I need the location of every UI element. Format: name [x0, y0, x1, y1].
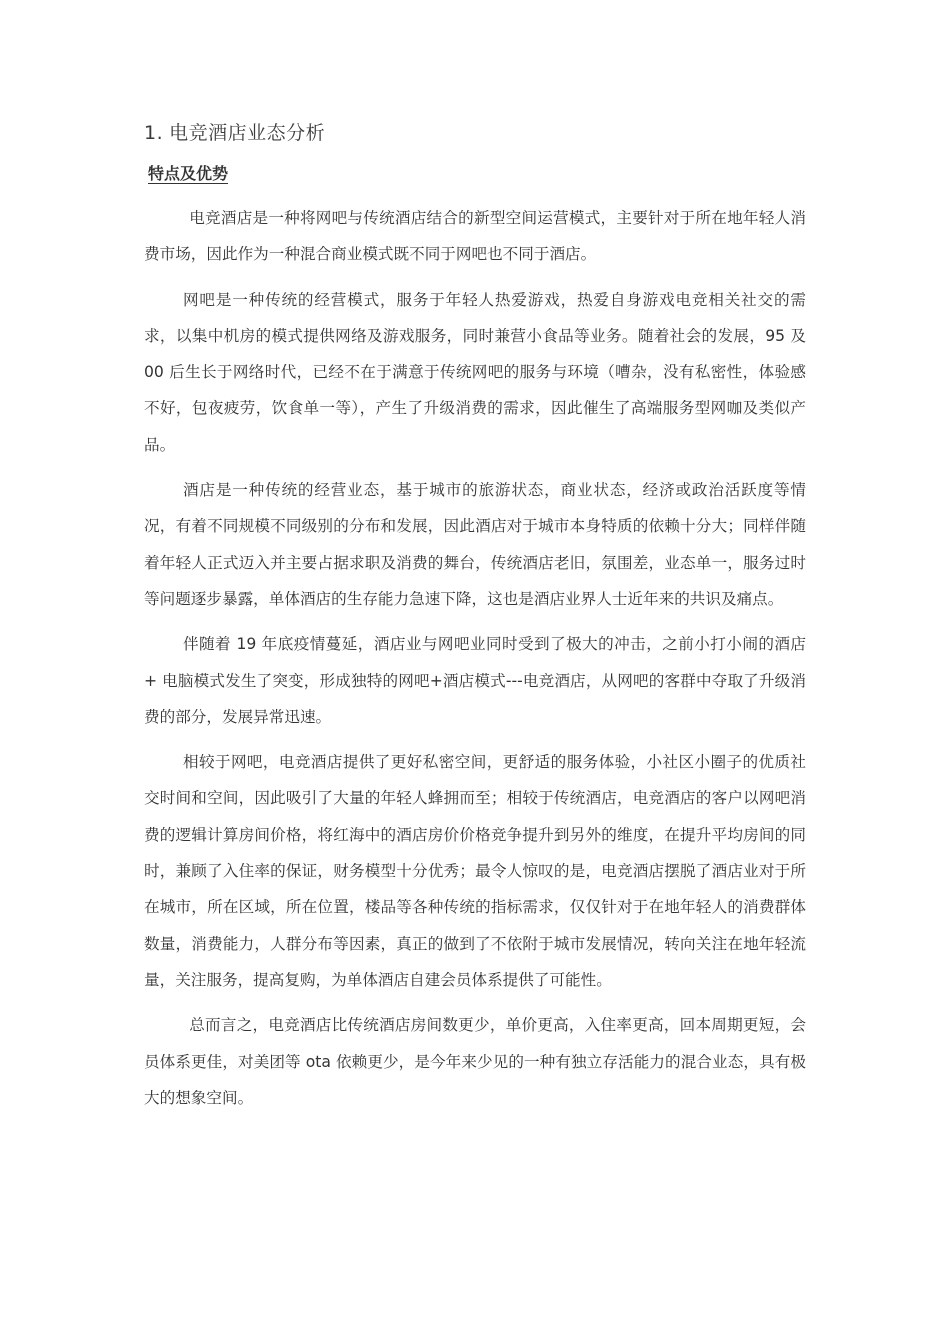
document-content	[144, 116, 806, 1125]
paragraph-hotel: 酒店是一种传统的经营业态，基于城市的旅游状态，商业状态，经济或政治活跃度等情况，有着不同规模不同级别的分布和发展，因此酒店对于城市本身特质的依赖十分大；同样伴随着年轻人正式迈入并主要占据求职及消费的舞台，传统酒店老旧，氛围差，业态单一，服务过时等问题逐步暴露，单体酒店的生存能力急速下降，这也是酒店业界人士近年来的共识及痛点。	[144, 481, 806, 608]
title-number: 1.	[144, 122, 164, 144]
title-text: 电竞酒店业态分析	[169, 122, 326, 144]
paragraph-internet-cafe: 网吧是一种传统的经营模式，服务于年轻人热爱游戏，热爱自身游戏电竞相关社交的需求，以集中机房的模式提供网络及游戏服务，同时兼营小食品等业务。随着社会的发展，95 及 00 后生长于网络时代，已经不在于满意于传统网吧的服务与环境（嘈杂，没有私密性，体验感不好，包夜疲劳，饮食单一等），产生了升级消费的需求，因此催生了高端服务型网咖及类似产品。	[144, 290, 806, 454]
section-heading: 特点及优势	[148, 164, 229, 183]
document-title	[144, 116, 806, 150]
paragraph-conclusion: 总而言之，电竞酒店比传统酒店房间数更少，单价更高，入住率更高，回本周期更短，会员体系更佳，对美团等 ota 依赖更少，是今年来少见的一种有独立存活能力的混合业态，具有极大的想象空间。	[144, 1016, 806, 1107]
paragraph-comparison: 相较于网吧，电竞酒店提供了更好私密空间，更舒适的服务体验，小社区小圈子的优质社交时间和空间，因此吸引了大量的年轻人蜂拥而至；相较于传统酒店，电竞酒店的客户以网吧消费的逻辑计算房间价格，将红海中的酒店房价价格竞争提升到另外的维度，在提升平均房间的同时，兼顾了入住率的保证，财务模型十分优秀；最令人惊叹的是，电竞酒店摆脱了酒店业对于所在城市，所在区域，所在位置，楼品等各种传统的指标需求，仅仅针对于在地年轻人的消费群体数量，消费能力，人群分布等因素，真正的做到了不依附于城市发展情况，转向关注在地年轻流量，关注服务，提高复购，为单体酒店自建会员体系提供了可能性。	[144, 753, 806, 989]
paragraph-intro: 电竞酒店是一种将网吧与传统酒店结合的新型空间运营模式，主要针对于所在地年轻人消费市场，因此作为一种混合商业模式既不同于网吧也不同于酒店。	[144, 209, 806, 264]
paragraph-pandemic: 伴随着 19 年底疫情蔓延，酒店业与网吧业同时受到了极大的冲击，之前小打小闹的酒店 + 电脑模式发生了突变，形成独特的网吧+酒店模式---电竞酒店，从网吧的客群中夺取了升级消费的部分，发展异常迅速。	[144, 635, 806, 726]
